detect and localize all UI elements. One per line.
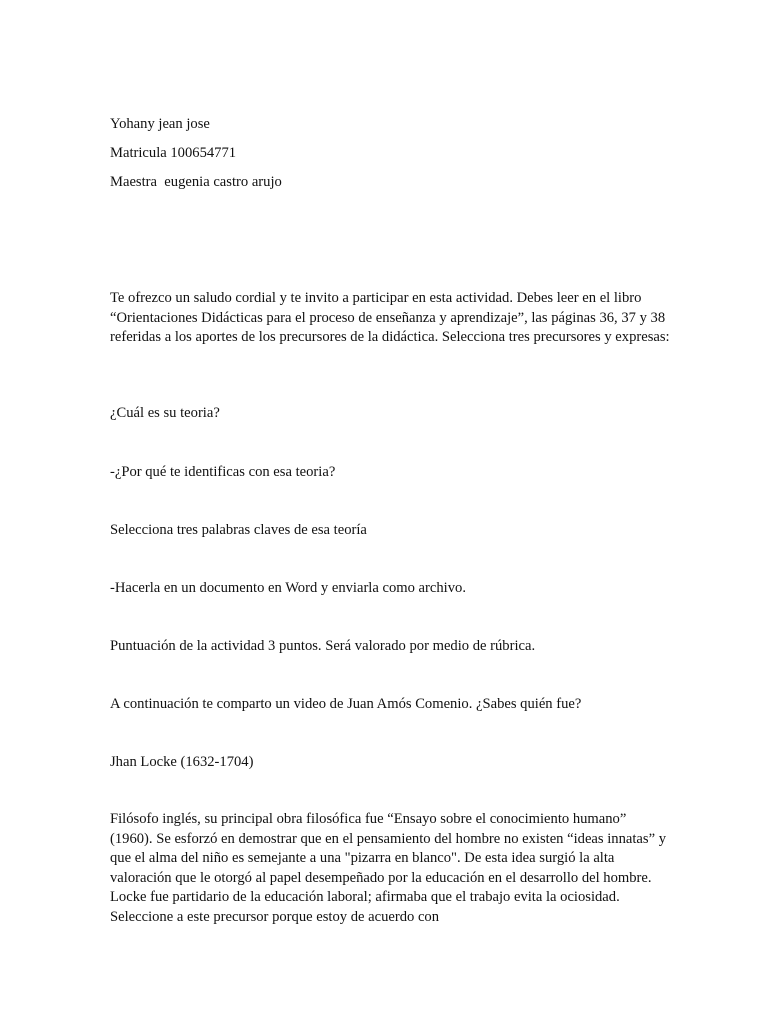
intro-paragraph: Te ofrezco un saludo cordial y te invito a participar en esta actividad. Debes leer en el libro “Orientaciones Didácticas para el proceso de enseñanza y aprendizaje”, las páginas 36, 37 y 38 referidas a los aportes de los precursores de la didáctica. Selecciona tres precursores y expresas: [110, 290, 670, 345]
question-identify: -¿Por qué te identificas con esa teoria? [110, 464, 336, 480]
locke-heading: Jhan Locke (1632-1704) [110, 754, 254, 770]
score-text: Puntuación de la actividad 3 puntos. Será valorado por medio de rúbrica. [110, 638, 536, 654]
student-id: Matricula 100654771 [110, 145, 237, 161]
instruction-word: -Hacerla en un documento en Word y enviarla como archivo. [110, 580, 466, 596]
teacher-name: Maestra eugenia castro arujo [110, 174, 282, 190]
locke-paragraph: Filósofo inglés, su principal obra filosófica fue “Ensayo sobre el conocimiento humano” (1960). Se esforzó en demostrar que en el pensamiento del hombre no existen “ideas innatas” y que el alma del niño es semejante a una "pizarra en blanco". De esta idea surgió la alta valoración que le otorgó al papel desempeñado por la educación en el desarrollo del hombre. Locke fue partidario de la educación laboral; afirmaba que el trabajo evita la ociosidad. Seleccione a este precursor porque estoy de acuerdo con [110, 811, 667, 925]
question-theory: ¿Cuál es su teoria? [110, 405, 220, 421]
question-keywords: Selecciona tres palabras claves de esa teoría [110, 522, 367, 538]
student-name: Yohany jean jose [110, 116, 210, 132]
video-text: A continuación te comparto un video de Juan Amós Comenio. ¿Sabes quién fue? [110, 696, 582, 712]
